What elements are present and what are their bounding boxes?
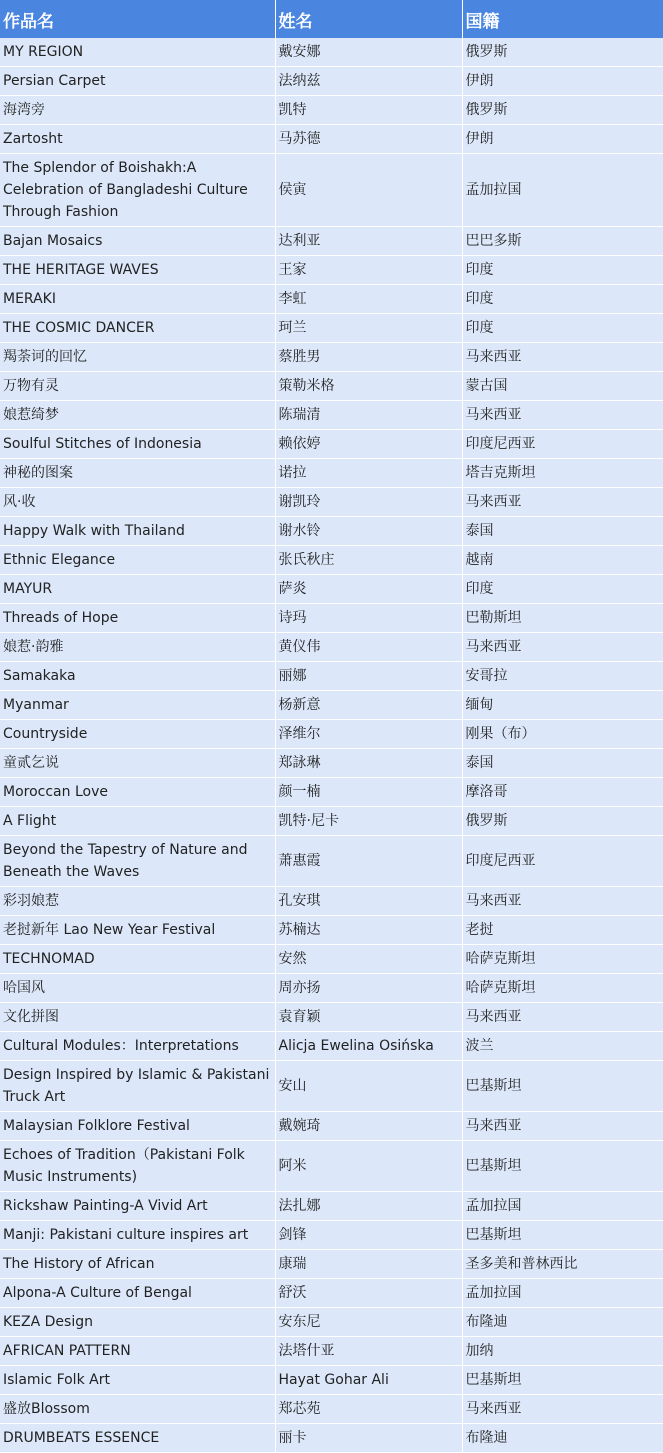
cell-name: 萨炎 [275, 575, 462, 604]
cell-name: 马苏德 [275, 125, 462, 154]
cell-name: 诗玛 [275, 604, 462, 633]
cell-artwork-title: 盛放Blossom [0, 1395, 275, 1424]
table-row [0, 887, 663, 916]
table-row [0, 154, 663, 227]
cell-nationality: 布隆迪 [462, 1308, 663, 1337]
cell-nationality: 蒙古国 [462, 372, 663, 401]
cell-nationality: 马来西亚 [462, 887, 663, 916]
cell-nationality: 波兰 [462, 1032, 663, 1061]
cell-artwork-title: 娘惹绮梦 [0, 401, 275, 430]
table-row [0, 575, 663, 604]
cell-nationality: 孟加拉国 [462, 1192, 663, 1221]
table-row [0, 459, 663, 488]
cell-nationality: 孟加拉国 [462, 154, 663, 227]
cell-nationality: 印度 [462, 256, 663, 285]
table-row [0, 285, 663, 314]
table-row [0, 488, 663, 517]
cell-nationality: 俄罗斯 [462, 807, 663, 836]
cell-nationality: 泰国 [462, 749, 663, 778]
table-row [0, 662, 663, 691]
cell-artwork-title: MY REGION [0, 38, 275, 67]
cell-nationality: 刚果（布） [462, 720, 663, 749]
cell-artwork-title: The History of African [0, 1250, 275, 1279]
table-row [0, 517, 663, 546]
cell-name: 诺拉 [275, 459, 462, 488]
cell-nationality: 马来西亚 [462, 633, 663, 662]
cell-artwork-title: TECHNOMAD [0, 945, 275, 974]
table-row [0, 125, 663, 154]
cell-artwork-title: AFRICAN PATTERN [0, 1337, 275, 1366]
cell-name: 康瑞 [275, 1250, 462, 1279]
table-row [0, 96, 663, 125]
table-row [0, 227, 663, 256]
cell-nationality: 伊朗 [462, 125, 663, 154]
cell-artwork-title: MAYUR [0, 575, 275, 604]
cell-artwork-title: A Flight [0, 807, 275, 836]
table-row [0, 1366, 663, 1395]
cell-artwork-title: Countryside [0, 720, 275, 749]
cell-nationality: 塔吉克斯坦 [462, 459, 663, 488]
cell-name: 萧惠霞 [275, 836, 462, 887]
cell-artwork-title: Islamic Folk Art [0, 1366, 275, 1395]
cell-nationality: 哈萨克斯坦 [462, 974, 663, 1003]
cell-artwork-title: Cultural Modules：Interpretations [0, 1032, 275, 1061]
cell-artwork-title: The Splendor of Boishakh:A Celebration of Bangladeshi Culture Through Fashion [0, 154, 275, 227]
cell-name: 侯寅 [275, 154, 462, 227]
table-row [0, 1061, 663, 1112]
cell-name: 法扎娜 [275, 1192, 462, 1221]
cell-nationality: 马来西亚 [462, 343, 663, 372]
cell-artwork-title: 老挝新年 Lao New Year Festival [0, 916, 275, 945]
table-row [0, 1192, 663, 1221]
cell-artwork-title: 风·收 [0, 488, 275, 517]
cell-name: 赖依婷 [275, 430, 462, 459]
cell-artwork-title: 文化拼图 [0, 1003, 275, 1032]
cell-nationality: 俄罗斯 [462, 38, 663, 67]
cell-name: 周亦扬 [275, 974, 462, 1003]
cell-nationality: 印度尼西亚 [462, 836, 663, 887]
cell-artwork-title: THE HERITAGE WAVES [0, 256, 275, 285]
cell-name: 法纳兹 [275, 67, 462, 96]
table-row [0, 1395, 663, 1424]
cell-name: 谢水铃 [275, 517, 462, 546]
cell-artwork-title: Design Inspired by Islamic & Pakistani Truck Art [0, 1061, 275, 1112]
table-row [0, 604, 663, 633]
cell-nationality: 布隆迪 [462, 1424, 663, 1453]
cell-artwork-title: Rickshaw Painting-A Vivid Art [0, 1192, 275, 1221]
cell-name: 谢凯玲 [275, 488, 462, 517]
table-body [0, 38, 663, 1453]
cell-name: 杨新意 [275, 691, 462, 720]
cell-nationality: 马来西亚 [462, 488, 663, 517]
cell-artwork-title: Malaysian Folklore Festival [0, 1112, 275, 1141]
table-row [0, 749, 663, 778]
cell-artwork-title: Bajan Mosaics [0, 227, 275, 256]
cell-nationality: 巴基斯坦 [462, 1141, 663, 1192]
cell-name: 郑芯苑 [275, 1395, 462, 1424]
table-row [0, 945, 663, 974]
cell-nationality: 巴基斯坦 [462, 1221, 663, 1250]
cell-nationality: 老挝 [462, 916, 663, 945]
cell-artwork-title: 童贰乞说 [0, 749, 275, 778]
cell-nationality: 马来西亚 [462, 1112, 663, 1141]
cell-artwork-title: 羯荼诃的回忆 [0, 343, 275, 372]
cell-artwork-title: 哈国风 [0, 974, 275, 1003]
cell-name: Hayat Gohar Ali [275, 1366, 462, 1395]
table-row [0, 1003, 663, 1032]
cell-name: 阿米 [275, 1141, 462, 1192]
table-row [0, 256, 663, 285]
table-row [0, 1112, 663, 1141]
table-row [0, 720, 663, 749]
cell-nationality: 马来西亚 [462, 401, 663, 430]
cell-nationality: 马来西亚 [462, 1003, 663, 1032]
cell-nationality: 圣多美和普林西比 [462, 1250, 663, 1279]
cell-name: 丽卡 [275, 1424, 462, 1453]
cell-artwork-title: Happy Walk with Thailand [0, 517, 275, 546]
cell-nationality: 俄罗斯 [462, 96, 663, 125]
cell-artwork-title: Echoes of Tradition（Pakistani Folk Music Instruments) [0, 1141, 275, 1192]
table-row [0, 778, 663, 807]
cell-name: 丽娜 [275, 662, 462, 691]
cell-artwork-title: MERAKI [0, 285, 275, 314]
header-artwork-title: 作品名 [0, 0, 275, 38]
cell-name: 黄仪伟 [275, 633, 462, 662]
table-row [0, 1337, 663, 1366]
cell-nationality: 越南 [462, 546, 663, 575]
cell-nationality: 哈萨克斯坦 [462, 945, 663, 974]
cell-artwork-title: Myanmar [0, 691, 275, 720]
cell-name: 安东尼 [275, 1308, 462, 1337]
cell-nationality: 缅甸 [462, 691, 663, 720]
table-row [0, 1308, 663, 1337]
cell-nationality: 印度 [462, 285, 663, 314]
cell-artwork-title: Moroccan Love [0, 778, 275, 807]
cell-nationality: 巴基斯坦 [462, 1061, 663, 1112]
cell-name: 达利亚 [275, 227, 462, 256]
header-row [0, 0, 663, 38]
table-row [0, 401, 663, 430]
cell-nationality: 加纳 [462, 1337, 663, 1366]
cell-name: 安然 [275, 945, 462, 974]
cell-nationality: 孟加拉国 [462, 1279, 663, 1308]
cell-artwork-title: Manji: Pakistani culture inspires art [0, 1221, 275, 1250]
cell-nationality: 泰国 [462, 517, 663, 546]
cell-artwork-title: 海湾旁 [0, 96, 275, 125]
cell-nationality: 伊朗 [462, 67, 663, 96]
cell-nationality: 印度 [462, 314, 663, 343]
cell-name: 孔安琪 [275, 887, 462, 916]
table-row [0, 38, 663, 67]
cell-artwork-title: 神秘的图案 [0, 459, 275, 488]
cell-artwork-title: Alpona-A Culture of Bengal [0, 1279, 275, 1308]
cell-name: 戴婉琦 [275, 1112, 462, 1141]
cell-artwork-title: DRUMBEATS ESSENCE [0, 1424, 275, 1453]
table-row [0, 67, 663, 96]
cell-name: 张氏秋庄 [275, 546, 462, 575]
cell-name: 郑詠琳 [275, 749, 462, 778]
table-row [0, 916, 663, 945]
cell-artwork-title: Samakaka [0, 662, 275, 691]
cell-artwork-title: Zartosht [0, 125, 275, 154]
cell-nationality: 巴基斯坦 [462, 1366, 663, 1395]
table-row [0, 974, 663, 1003]
cell-artwork-title: KEZA Design [0, 1308, 275, 1337]
cell-name: 王家 [275, 256, 462, 285]
cell-name: 安山 [275, 1061, 462, 1112]
cell-name: 法塔什亚 [275, 1337, 462, 1366]
cell-artwork-title: THE COSMIC DANCER [0, 314, 275, 343]
table-row [0, 1032, 663, 1061]
cell-artwork-title: Soulful Stitches of Indonesia [0, 430, 275, 459]
header-nationality: 国籍 [462, 0, 663, 38]
table-row [0, 1279, 663, 1308]
cell-nationality: 安哥拉 [462, 662, 663, 691]
cell-name: 蔡胜男 [275, 343, 462, 372]
cell-artwork-title: 万物有灵 [0, 372, 275, 401]
table-row [0, 372, 663, 401]
cell-name: 袁育颖 [275, 1003, 462, 1032]
cell-name: 珂兰 [275, 314, 462, 343]
cell-artwork-title: Ethnic Elegance [0, 546, 275, 575]
table-row [0, 1141, 663, 1192]
cell-name: 陈瑞清 [275, 401, 462, 430]
cell-artwork-title: Threads of Hope [0, 604, 275, 633]
table-row [0, 807, 663, 836]
cell-artwork-title: 娘惹·韵雅 [0, 633, 275, 662]
cell-name: 凯特·尼卡 [275, 807, 462, 836]
cell-name: 戴安娜 [275, 38, 462, 67]
table-row [0, 633, 663, 662]
cell-nationality: 印度尼西亚 [462, 430, 663, 459]
table-row [0, 1221, 663, 1250]
cell-name: 舒沃 [275, 1279, 462, 1308]
cell-name: 泽维尔 [275, 720, 462, 749]
cell-name: 剑锋 [275, 1221, 462, 1250]
cell-nationality: 摩洛哥 [462, 778, 663, 807]
cell-artwork-title: Persian Carpet [0, 67, 275, 96]
cell-name: 苏楠达 [275, 916, 462, 945]
table-row [0, 546, 663, 575]
table-row [0, 836, 663, 887]
cell-nationality: 马来西亚 [462, 1395, 663, 1424]
table-row [0, 1250, 663, 1279]
cell-name: 策勒米格 [275, 372, 462, 401]
cell-name: 颜一楠 [275, 778, 462, 807]
table-row [0, 430, 663, 459]
table-row [0, 1424, 663, 1453]
cell-nationality: 巴勒斯坦 [462, 604, 663, 633]
cell-artwork-title: Beyond the Tapestry of Nature and Beneath the Waves [0, 836, 275, 887]
cell-artwork-title: 彩羽娘惹 [0, 887, 275, 916]
table-row [0, 691, 663, 720]
cell-name: 凯特 [275, 96, 462, 125]
table-row [0, 314, 663, 343]
cell-name: Alicja Ewelina Osińska [275, 1032, 462, 1061]
table-row [0, 343, 663, 372]
header-name: 姓名 [275, 0, 462, 38]
cell-name: 李虹 [275, 285, 462, 314]
cell-nationality: 印度 [462, 575, 663, 604]
cell-nationality: 巴巴多斯 [462, 227, 663, 256]
